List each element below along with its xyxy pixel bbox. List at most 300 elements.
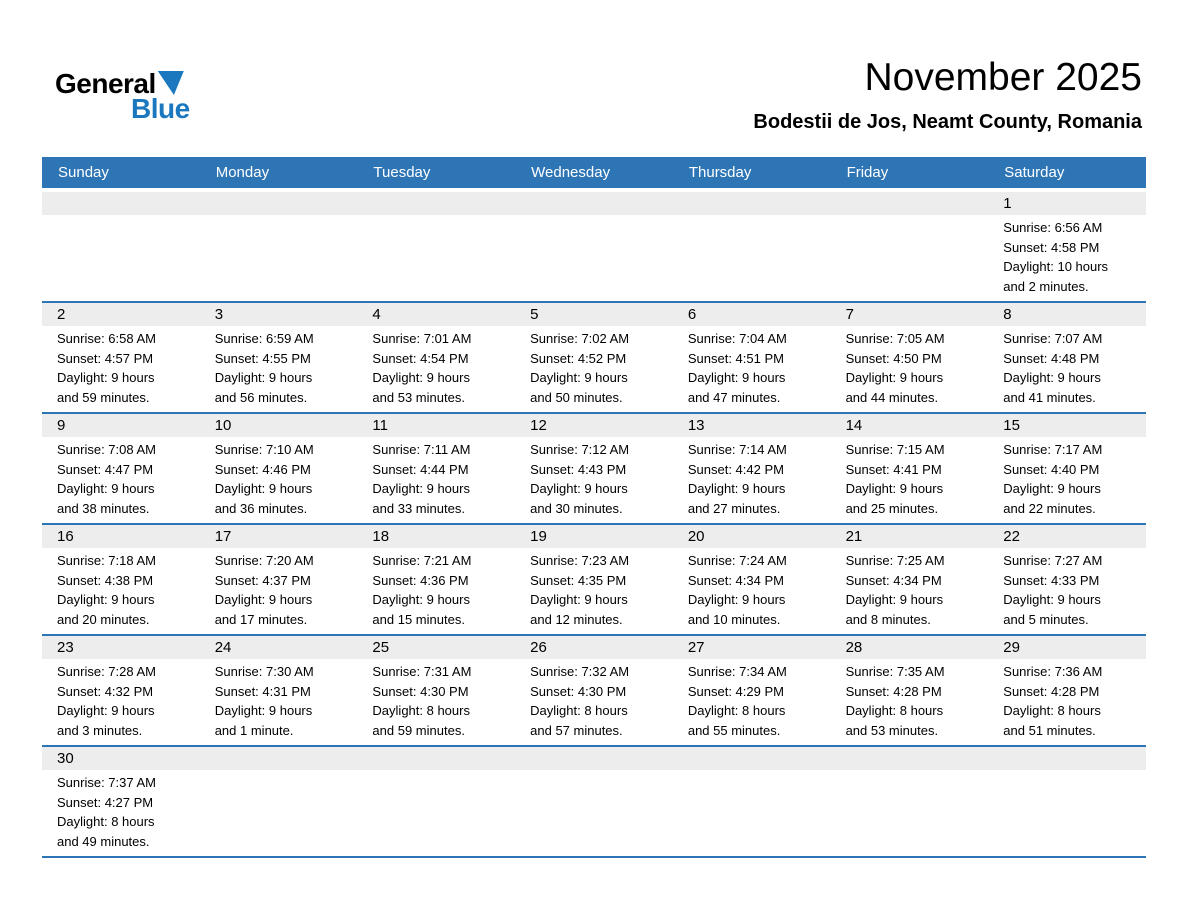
calendar [42,157,1146,858]
day-number: 2 [57,306,66,323]
day-details [357,659,515,745]
day-cell [42,636,200,745]
sunset-text: Sunset: 4:30 PM [372,683,469,699]
weekday-wednesday: Wednesday [531,164,611,181]
day-cell [200,303,358,412]
day-number: 21 [845,528,863,545]
week-row [42,412,1146,523]
day-number: 16 [57,528,74,545]
sunrise-text: Sunrise: 7:05 AM [845,331,945,346]
day-number-band [673,636,831,659]
day-cell [988,192,1146,301]
sunrise-text: Sunrise: 7:21 AM [372,553,472,568]
day-cell [42,747,200,856]
day-number-band [988,303,1146,326]
day-details [357,326,515,412]
day-number: 11 [372,417,388,434]
day-cell [200,414,358,523]
sunrise-text: Sunrise: 7:07 AM [1003,331,1103,346]
sunset-text: Sunset: 4:57 PM [57,350,154,366]
sunrise-text: Sunrise: 7:23 AM [530,553,630,568]
daylight-text-2: and 27 minutes. [687,500,781,516]
sunset-text: Sunset: 4:47 PM [57,461,154,477]
day-number: 3 [214,306,224,323]
daylight-text-2: and 53 minutes. [372,389,465,405]
day-number-band [200,192,358,215]
logo-text-blue: Blue [131,93,190,124]
day-details [42,548,200,634]
day-number-band [831,525,989,548]
day-number: 17 [214,528,232,545]
week-row [42,634,1146,745]
daylight-text: Daylight: 8 hours [372,703,470,718]
sunrise-text: Sunrise: 7:17 AM [1003,442,1103,457]
day-details [515,659,673,745]
day-details [673,659,831,745]
day-details [831,326,989,412]
day-cell [831,525,989,634]
sunset-text: Sunset: 4:36 PM [372,572,469,588]
empty-day-cell [200,747,358,856]
sunrise-text: Sunrise: 6:56 AM [1003,220,1103,235]
sunrise-text: Sunrise: 7:11 AM [372,442,471,457]
day-number-band [200,636,358,659]
day-number-band [357,747,515,770]
day-details [515,437,673,523]
empty-day-cell [831,192,989,301]
day-details [988,770,1146,856]
daylight-text: Daylight: 9 hours [214,481,313,496]
empty-day-cell [673,747,831,856]
daylight-text-2: and 3 minutes. [57,722,143,738]
month-title: November 2025 [864,56,1142,99]
sunrise-text: Sunrise: 7:12 AM [530,442,630,457]
daylight-text-2: and 55 minutes. [687,722,781,738]
sunset-text: Sunset: 4:51 PM [687,350,784,366]
daylight-text-2: and 53 minutes. [845,722,939,738]
day-number-band [831,303,989,326]
daylight-text-2: and 25 minutes. [845,500,939,516]
daylight-text-2: and 59 minutes. [57,389,150,405]
day-number-band [200,525,358,548]
empty-day-cell [357,747,515,856]
sunset-text: Sunset: 4:37 PM [214,572,311,588]
sunrise-text: Sunrise: 6:59 AM [214,331,314,346]
day-number: 18 [372,528,390,545]
day-details [42,437,200,523]
daylight-text-2: and 1 minute. [214,722,294,738]
sunset-text: Sunset: 4:52 PM [530,350,627,366]
day-cell [357,303,515,412]
day-number-band [200,414,358,437]
day-number-band [988,747,1146,770]
day-number: 28 [845,639,863,656]
day-number: 15 [1003,417,1020,434]
day-number: 30 [57,750,74,767]
day-number-band [673,747,831,770]
day-details [831,548,989,634]
day-cell [988,303,1146,412]
sunrise-text: Sunrise: 7:08 AM [57,442,156,457]
daylight-text: Daylight: 8 hours [687,703,786,718]
day-details [42,659,200,745]
day-number-band [988,414,1146,437]
title-block [753,56,1142,134]
sunrise-text: Sunrise: 7:10 AM [214,442,314,457]
day-cell [988,525,1146,634]
daylight-text-2: and 20 minutes. [57,611,150,627]
page-header [0,0,1188,157]
day-number: 5 [530,306,539,323]
daylight-text-2: and 30 minutes. [530,500,623,516]
sunrise-text: Sunrise: 7:24 AM [687,553,787,568]
day-number-band [988,525,1146,548]
day-number-band [200,303,358,326]
day-details [988,548,1146,634]
daylight-text: Daylight: 9 hours [530,592,628,607]
day-number-band [515,414,673,437]
day-number: 1 [1003,195,1012,212]
weekday-friday: Friday [846,164,889,181]
day-details [357,770,515,856]
empty-day-cell [831,747,989,856]
day-number: 6 [687,306,697,323]
daylight-text-2: and 33 minutes. [372,500,465,516]
day-details [515,548,673,634]
day-number-band [42,192,200,215]
day-cell [831,636,989,745]
sunset-text: Sunset: 4:50 PM [845,350,942,366]
day-number-band [42,747,200,770]
day-number-band [357,192,515,215]
weekday-tuesday: Tuesday [373,164,431,181]
day-number: 14 [845,417,863,434]
day-number-band [831,414,989,437]
daylight-text-2: and 49 minutes. [57,833,150,849]
week-row [42,523,1146,634]
general-blue-logo [55,70,190,123]
day-cell [357,414,515,523]
daylight-text-2: and 17 minutes. [214,611,308,627]
day-details [831,770,989,856]
day-cell [515,525,673,634]
day-number: 20 [687,528,705,545]
daylight-text-2: and 51 minutes. [1003,722,1096,738]
daylight-text-2: and 36 minutes. [214,500,308,516]
sunset-text: Sunset: 4:42 PM [687,461,784,477]
day-details [200,770,358,856]
daylight-text: Daylight: 9 hours [687,592,786,607]
day-details [831,659,989,745]
week-row [42,745,1146,856]
sunrise-text: Sunrise: 7:18 AM [57,553,156,568]
sunrise-text: Sunrise: 7:04 AM [687,331,787,346]
day-number: 12 [530,417,547,434]
daylight-text-2: and 44 minutes. [845,389,939,405]
daylight-text-2: and 22 minutes. [1003,500,1096,516]
week-row [42,192,1146,301]
day-details [831,215,989,301]
day-number-band [673,414,831,437]
day-number-band [831,192,989,215]
daylight-text: Daylight: 9 hours [372,370,470,385]
day-cell [200,525,358,634]
logo-text-general: General [55,68,156,99]
daylight-text: Daylight: 9 hours [845,481,944,496]
day-number: 10 [214,417,232,434]
logo-triangle-icon [158,71,184,95]
sunset-text: Sunset: 4:38 PM [57,572,154,588]
sunrise-text: Sunrise: 7:30 AM [214,664,314,679]
daylight-text-2: and 2 minutes. [1003,278,1089,294]
daylight-text-2: and 10 minutes. [687,611,781,627]
weekday-monday: Monday [215,164,270,181]
day-number: 29 [1003,639,1020,656]
day-number: 7 [845,306,854,323]
sunset-text: Sunset: 4:40 PM [1003,461,1100,477]
day-number-band [515,303,673,326]
daylight-text-2: and 8 minutes. [845,611,931,627]
day-number-band [357,414,515,437]
day-details [200,548,358,634]
sunrise-text: Sunrise: 7:02 AM [530,331,630,346]
sunrise-text: Sunrise: 7:27 AM [1003,553,1103,568]
day-number-band [515,192,673,215]
daylight-text: Daylight: 9 hours [1003,481,1101,496]
sunrise-text: Sunrise: 7:25 AM [845,553,945,568]
daylight-text: Daylight: 9 hours [57,370,155,385]
day-details [42,770,200,856]
daylight-text-2: and 47 minutes. [687,389,781,405]
weekday-thursday: Thursday [688,164,752,181]
day-number-band [988,636,1146,659]
daylight-text-2: and 12 minutes. [530,611,623,627]
day-details [200,215,358,301]
day-number: 24 [214,639,232,656]
day-cell [831,414,989,523]
day-cell [200,636,358,745]
day-cell [515,303,673,412]
day-number: 26 [530,639,547,656]
daylight-text: Daylight: 9 hours [57,481,155,496]
day-cell [673,525,831,634]
daylight-text: Daylight: 9 hours [530,370,628,385]
sunrise-text: Sunrise: 7:14 AM [687,442,787,457]
empty-day-cell [515,747,673,856]
day-number-band [673,303,831,326]
day-number-band [831,636,989,659]
day-details [673,326,831,412]
daylight-text-2: and 41 minutes. [1003,389,1096,405]
day-details [42,326,200,412]
weekday-sunday: Sunday [58,164,109,181]
sunrise-text: Sunrise: 7:28 AM [57,664,156,679]
day-number: 25 [372,639,390,656]
daylight-text: Daylight: 8 hours [57,814,155,829]
day-number-band [200,747,358,770]
day-cell [357,636,515,745]
day-cell [831,303,989,412]
sunrise-text: Sunrise: 7:20 AM [214,553,314,568]
day-number-band [42,414,200,437]
sunset-text: Sunset: 4:27 PM [57,794,154,810]
day-cell [357,525,515,634]
daylight-text: Daylight: 9 hours [372,481,470,496]
daylight-text: Daylight: 9 hours [57,592,155,607]
day-details [673,437,831,523]
day-number: 23 [57,639,74,656]
daylight-text: Daylight: 9 hours [530,481,628,496]
day-details [200,659,358,745]
empty-day-cell [200,192,358,301]
week-row [42,301,1146,412]
sunset-text: Sunset: 4:41 PM [845,461,942,477]
sunset-text: Sunset: 4:33 PM [1003,572,1100,588]
empty-day-cell [357,192,515,301]
day-number-band [42,636,200,659]
sunset-text: Sunset: 4:44 PM [372,461,469,477]
day-details [515,215,673,301]
day-details [831,437,989,523]
day-details [200,437,358,523]
empty-day-cell [515,192,673,301]
day-details [515,326,673,412]
sunset-text: Sunset: 4:29 PM [687,683,784,699]
day-number: 19 [530,528,547,545]
day-number-band [357,303,515,326]
day-number-band [515,747,673,770]
daylight-text: Daylight: 9 hours [1003,592,1101,607]
day-details [357,437,515,523]
daylight-text-2: and 56 minutes. [214,389,308,405]
weekday-saturday: Saturday [1004,164,1065,181]
daylight-text: Daylight: 9 hours [687,370,786,385]
calendar-body [42,192,1146,858]
day-details [42,215,200,301]
sunset-text: Sunset: 4:28 PM [845,683,942,699]
sunrise-text: Sunrise: 7:34 AM [687,664,787,679]
day-cell [515,414,673,523]
sunrise-text: Sunrise: 6:58 AM [57,331,156,346]
sunset-text: Sunset: 4:32 PM [57,683,154,699]
daylight-text: Daylight: 8 hours [530,703,628,718]
sunrise-text: Sunrise: 7:36 AM [1003,664,1103,679]
day-cell [988,636,1146,745]
sunset-text: Sunset: 4:43 PM [530,461,627,477]
day-number: 8 [1003,306,1012,323]
day-details [515,770,673,856]
day-details [988,326,1146,412]
day-details [673,770,831,856]
day-details [357,548,515,634]
day-number-band [357,525,515,548]
daylight-text-2: and 5 minutes. [1003,611,1089,627]
day-details [988,659,1146,745]
location-subtitle: Bodestii de Jos, Neamt County, Romania [753,110,1142,133]
day-cell [42,414,200,523]
daylight-text-2: and 57 minutes. [530,722,623,738]
daylight-text: Daylight: 9 hours [845,370,944,385]
day-number-band [831,747,989,770]
daylight-text: Daylight: 9 hours [214,370,313,385]
daylight-text: Daylight: 9 hours [1003,370,1101,385]
sunset-text: Sunset: 4:55 PM [214,350,311,366]
daylight-text: Daylight: 9 hours [687,481,786,496]
sunrise-text: Sunrise: 7:35 AM [845,664,945,679]
daylight-text: Daylight: 10 hours [1003,259,1109,274]
day-cell [988,414,1146,523]
day-number: 4 [372,306,381,323]
sunset-text: Sunset: 4:48 PM [1003,350,1100,366]
sunset-text: Sunset: 4:31 PM [214,683,311,699]
day-cell [673,414,831,523]
daylight-text: Daylight: 9 hours [845,592,944,607]
day-details [988,215,1146,301]
day-number-band [673,192,831,215]
daylight-text: Daylight: 8 hours [1003,703,1101,718]
day-number-band [988,192,1146,215]
weekday-header-row [42,157,1146,188]
day-number: 22 [1003,528,1020,545]
daylight-text: Daylight: 9 hours [57,703,155,718]
daylight-text: Daylight: 8 hours [845,703,944,718]
daylight-text-2: and 15 minutes. [372,611,465,627]
day-number-band [42,525,200,548]
day-cell [42,525,200,634]
sunrise-text: Sunrise: 7:31 AM [372,664,472,679]
sunset-text: Sunset: 4:46 PM [214,461,311,477]
day-number-band [515,525,673,548]
daylight-text-2: and 59 minutes. [372,722,465,738]
day-cell [515,636,673,745]
day-cell [42,303,200,412]
logo-line-2 [131,95,190,123]
daylight-text-2: and 38 minutes. [57,500,150,516]
day-number-band [42,303,200,326]
day-details [988,437,1146,523]
day-details [673,548,831,634]
empty-day-cell [673,192,831,301]
sunrise-text: Sunrise: 7:15 AM [845,442,945,457]
empty-day-cell [988,747,1146,856]
day-number-band [673,525,831,548]
day-cell [673,303,831,412]
sunrise-text: Sunrise: 7:32 AM [530,664,630,679]
daylight-text: Daylight: 9 hours [372,592,470,607]
day-number: 27 [687,639,705,656]
daylight-text-2: and 50 minutes. [530,389,623,405]
sunset-text: Sunset: 4:28 PM [1003,683,1100,699]
sunrise-text: Sunrise: 7:01 AM [372,331,472,346]
sunset-text: Sunset: 4:35 PM [530,572,627,588]
sunset-text: Sunset: 4:34 PM [687,572,784,588]
sunset-text: Sunset: 4:34 PM [845,572,942,588]
day-number-band [357,636,515,659]
sunset-text: Sunset: 4:54 PM [372,350,469,366]
daylight-text: Daylight: 9 hours [214,703,313,718]
day-number: 9 [57,417,66,434]
daylight-text: Daylight: 9 hours [214,592,313,607]
day-number: 13 [687,417,705,434]
day-details [357,215,515,301]
sunset-text: Sunset: 4:58 PM [1003,239,1100,255]
empty-day-cell [42,192,200,301]
sunset-text: Sunset: 4:30 PM [530,683,627,699]
day-number-band [515,636,673,659]
sunrise-text: Sunrise: 7:37 AM [57,775,156,790]
day-cell [673,636,831,745]
day-details [200,326,358,412]
